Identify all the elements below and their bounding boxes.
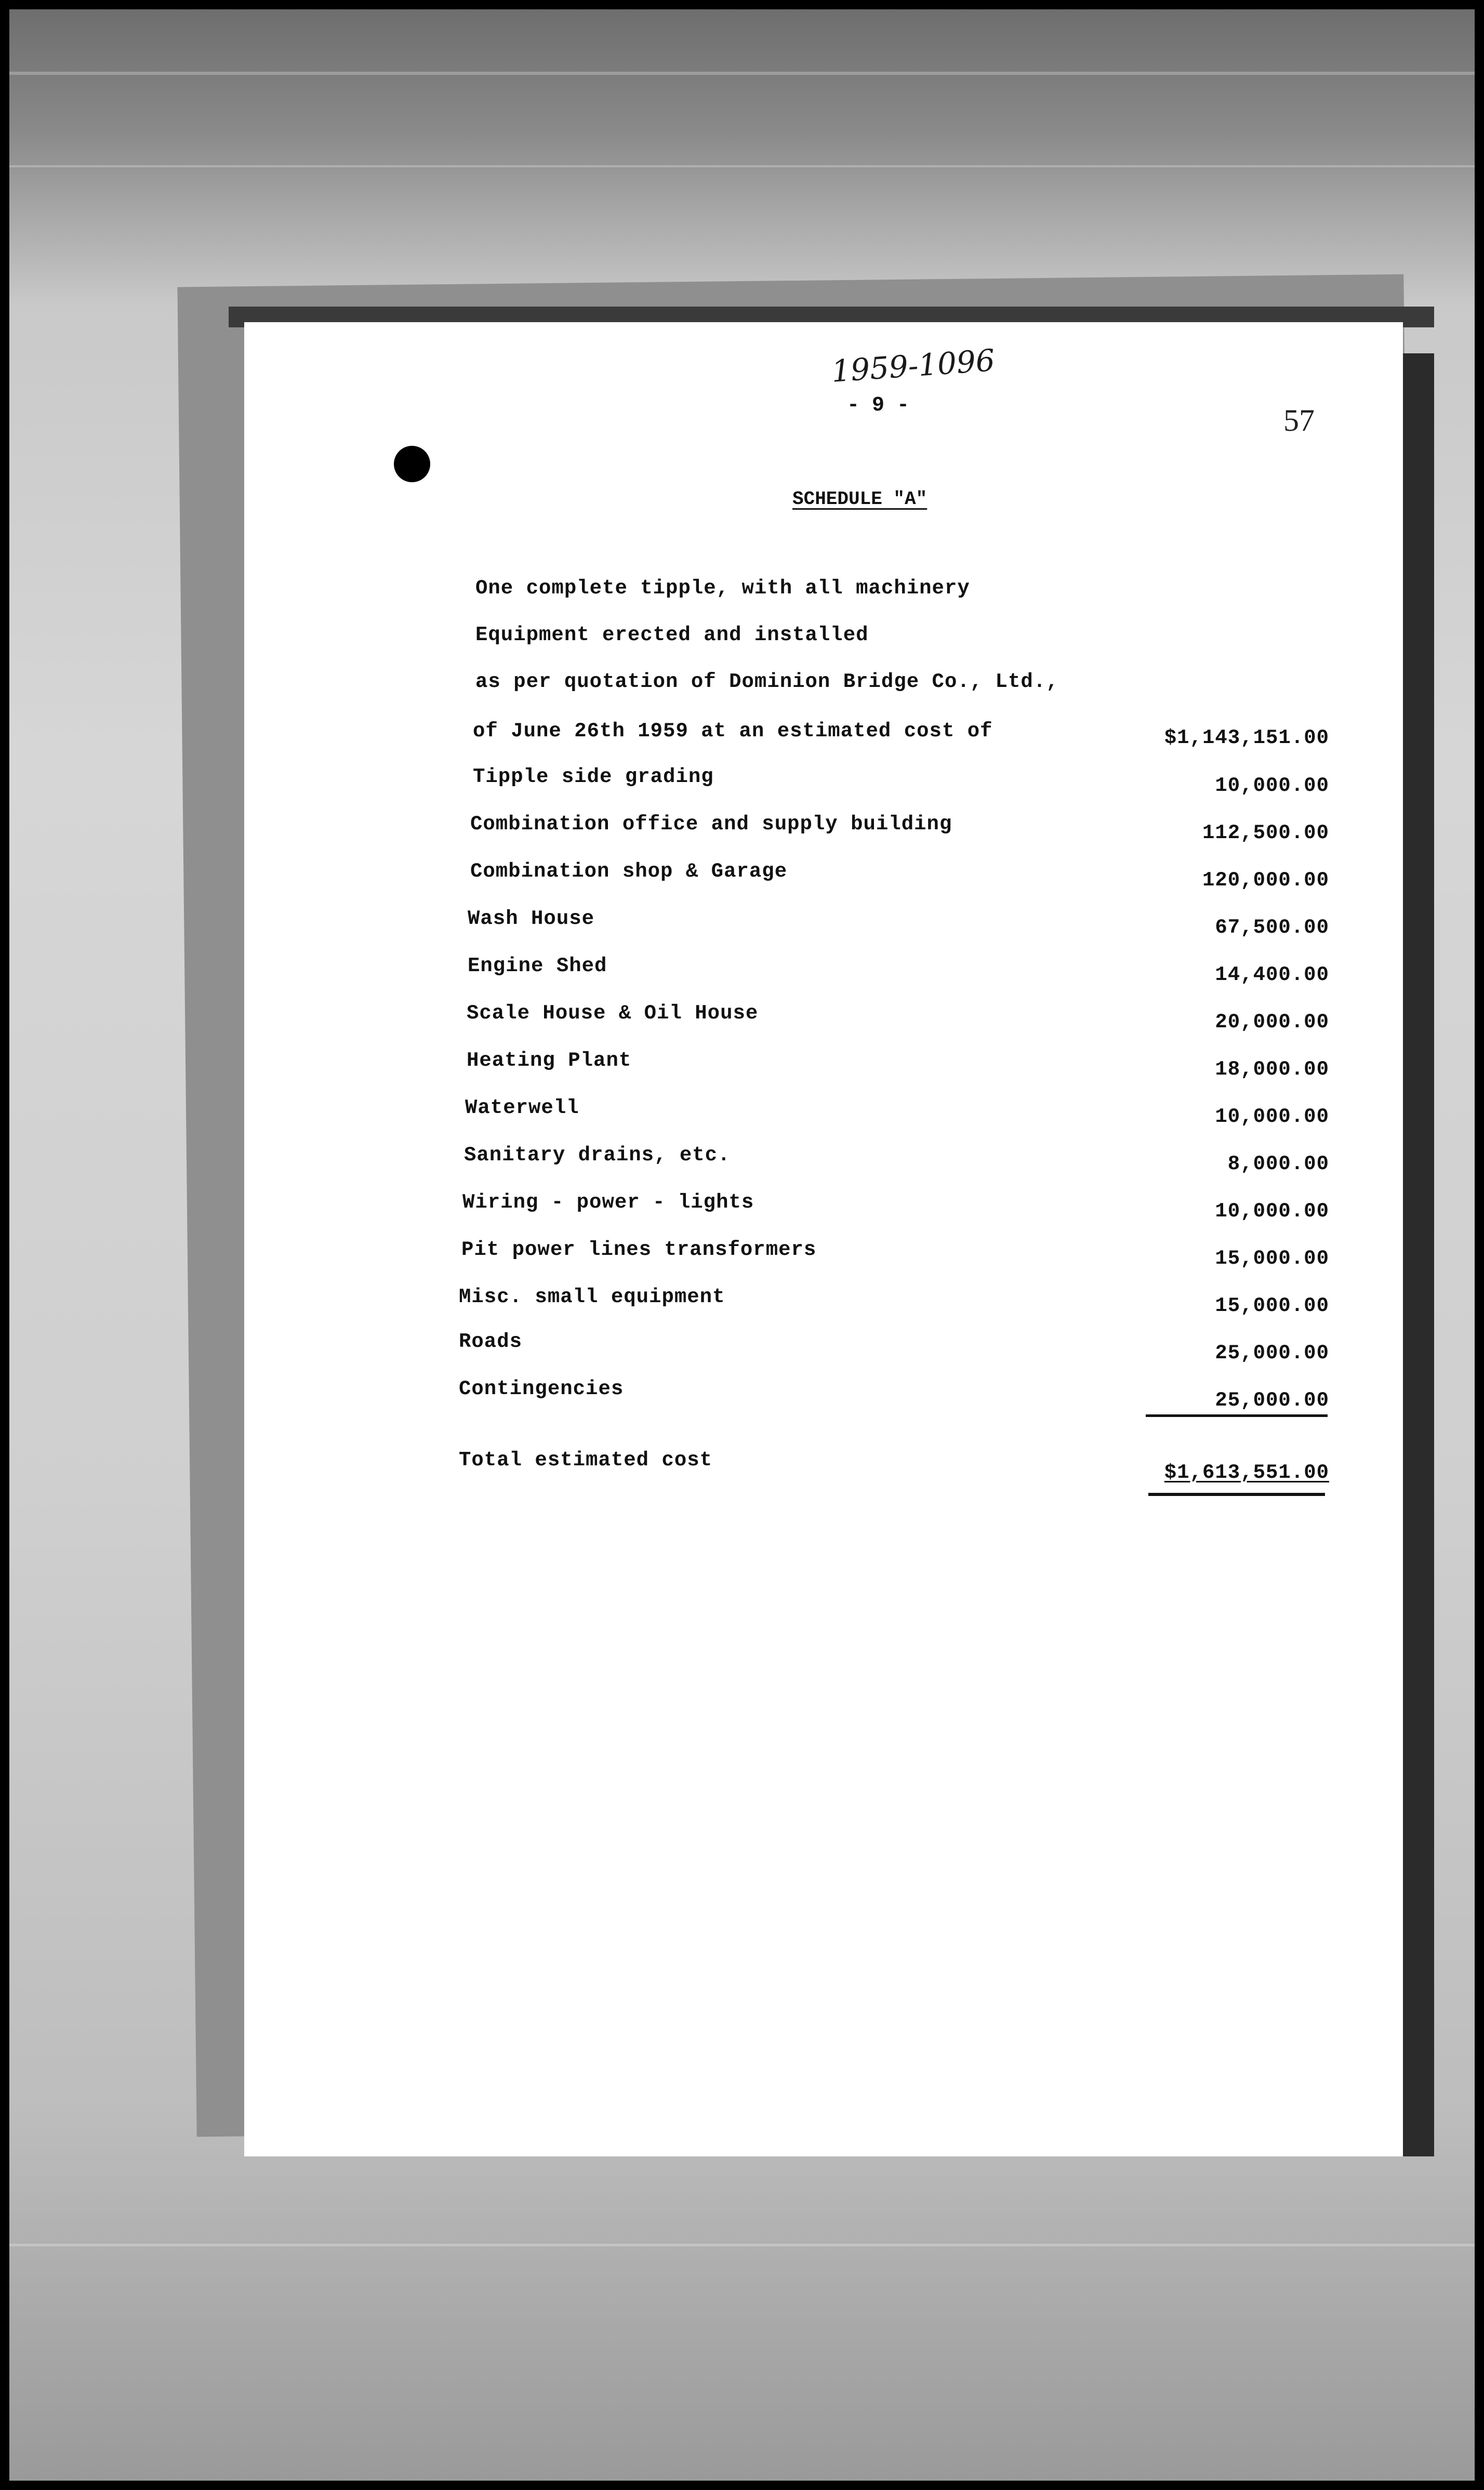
item-amount: 25,000.00 [1215,1389,1329,1412]
scan-streak [9,165,1475,167]
page-shadow-right [1398,353,1434,2156]
schedule-heading: SCHEDULE "A" [792,488,928,510]
item-label: Wiring - power - lights [462,1191,754,1214]
item-amount: 25,000.00 [1215,1342,1329,1365]
item-label: Engine Shed [468,955,607,977]
intro-line: of June 26th 1959 at an estimated cost of [473,720,993,743]
item-amount: 20,000.00 [1215,1011,1329,1034]
punch-hole [394,446,430,482]
item-amount: 10,000.00 [1215,1105,1329,1128]
item-amount: 14,400.00 [1215,963,1329,986]
subtotal-rule [1146,1414,1328,1417]
item-amount: 10,000.00 [1215,1200,1329,1223]
item-label: Misc. small equipment [459,1286,725,1308]
item-label: Waterwell [465,1096,579,1119]
item-label: Scale House & Oil House [467,1002,759,1025]
item-label: Contingencies [459,1378,624,1400]
item-amount: 15,000.00 [1215,1294,1329,1317]
page-number: - 9 - [847,394,910,417]
item-amount: 10,000.00 [1215,774,1329,797]
total-double-rule [1148,1493,1325,1496]
item-label: Heating Plant [467,1049,632,1072]
item-label: Tipple side grading [473,765,714,788]
item-label: Roads [459,1330,523,1353]
scan-streak [9,2244,1475,2246]
intro-amount: $1,143,151.00 [1164,726,1329,749]
item-label: Wash House [468,907,595,930]
item-amount: 15,000.00 [1215,1247,1329,1270]
intro-line: Equipment erected and installed [475,624,869,646]
total-label: Total estimated cost [459,1449,713,1472]
item-amount: 67,500.00 [1215,916,1329,939]
intro-line: One complete tipple, with all machinery [475,577,970,600]
scan-streak [9,72,1475,75]
item-amount: 112,500.00 [1202,822,1329,844]
item-label: Sanitary drains, etc. [464,1144,731,1167]
item-label: Combination shop & Garage [470,860,788,883]
intro-line: as per quotation of Dominion Bridge Co., Ltd., [475,670,1059,693]
stamped-page-number: 57 [1283,403,1315,438]
item-amount: 120,000.00 [1202,869,1329,892]
item-label: Combination office and supply building [470,813,952,836]
item-amount: 18,000.00 [1215,1058,1329,1081]
item-amount: 8,000.00 [1227,1153,1329,1175]
handwritten-reference: 1959-1096 [830,342,996,389]
item-label: Pit power lines transformers [461,1238,817,1261]
total-amount: $1,613,551.00 [1164,1461,1329,1484]
